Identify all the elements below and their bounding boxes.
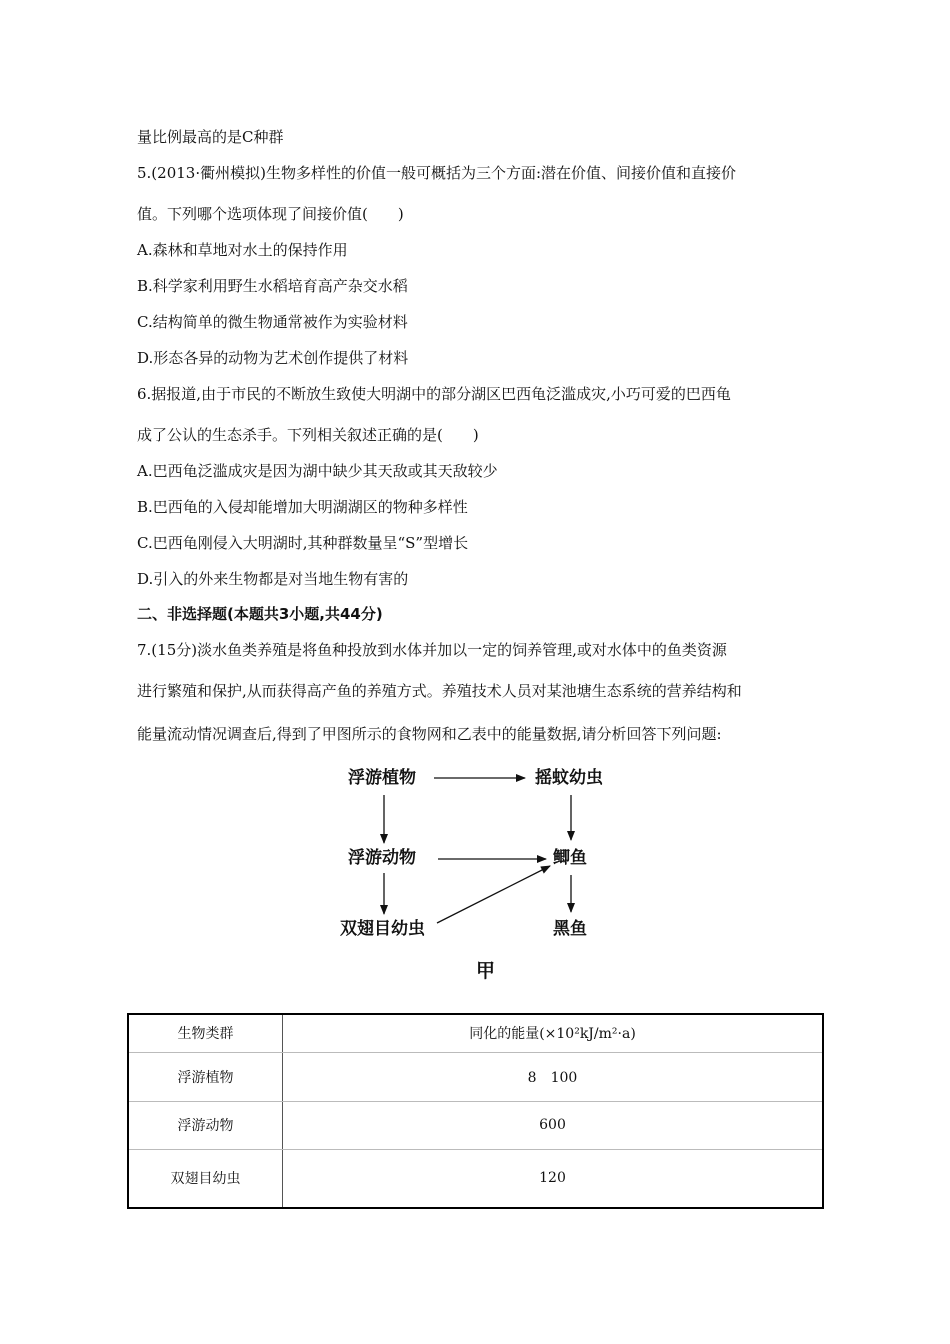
table-row (128, 1052, 823, 1101)
node-snakehead: 黑鱼 (553, 919, 587, 939)
arrow-diptera-to-crucian (437, 866, 550, 923)
table-header-row (128, 1014, 823, 1052)
table-cell: 600 (283, 1101, 824, 1149)
node-phytoplankton: 浮游植物 (348, 768, 416, 788)
question-6-stem-cont: 成了公认的生态杀手。下列相关叙述正确的是( ) (137, 426, 479, 444)
option-5a: A.森林和草地对水土的保持作用 (137, 241, 348, 259)
table-cell: 浮游植物 (128, 1052, 283, 1101)
table-header-cell: 同化的能量(×10²kJ/m²·a) (283, 1014, 824, 1052)
energy-table (127, 1013, 824, 1209)
section-title: 二、非选择题(本题共3小题,共44分) (137, 605, 383, 623)
figure-caption: 甲 (476, 960, 496, 982)
node-crucian: 鲫鱼 (553, 848, 587, 868)
question-5-stem-cont: 值。下列哪个选项体现了间接价值( ) (137, 205, 404, 223)
option-5d: D.形态各异的动物为艺术创作提供了材料 (137, 349, 409, 367)
question-7-stem-cont1: 进行繁殖和保护,从而获得高产鱼的养殖方式。养殖技术人员对某池塘生态系统的营养结构和 (137, 682, 742, 700)
option-6b: B.巴西龟的入侵却能增加大明湖湖区的物种多样性 (137, 498, 468, 516)
node-mosquito-larva: 摇蚊幼虫 (535, 768, 603, 788)
node-diptera-larva: 双翅目幼虫 (340, 919, 425, 939)
question-7-stem: 7.(15分)淡水鱼类养殖是将鱼种投放到水体并加以一定的饲养管理,或对水体中的鱼类资源 (137, 641, 727, 659)
table-row (128, 1101, 823, 1149)
question-5-stem: 5.(2013·衢州模拟)生物多样性的价值一般可概括为三个方面:潜在价值、间接价值和直接价 (137, 164, 737, 182)
option-6c: C.巴西龟刚侵入大明湖时,其种群数量呈“S”型增长 (137, 534, 469, 552)
option-6a: A.巴西龟泛滥成灾是因为湖中缺少其天敌或其天敌较少 (137, 462, 498, 480)
table-cell: 浮游动物 (128, 1101, 283, 1149)
table-cell: 8 100 (283, 1052, 824, 1101)
text-line: 量比例最高的是C种群 (137, 128, 284, 146)
option-5b: B.科学家利用野生水稻培育高产杂交水稻 (137, 277, 408, 295)
question-6-stem: 6.据报道,由于市民的不断放生致使大明湖中的部分湖区巴西龟泛滥成灾,小巧可爱的巴西龟 (137, 385, 731, 403)
option-5c: C.结构简单的微生物通常被作为实验材料 (137, 313, 408, 331)
table-header-cell: 生物类群 (128, 1014, 283, 1052)
question-7-stem-cont2: 能量流动情况调查后,得到了甲图所示的食物网和乙表中的能量数据,请分析回答下列问题: (137, 725, 722, 743)
table-row (128, 1149, 823, 1208)
option-6d: D.引入的外来生物都是对当地生物有害的 (137, 570, 409, 588)
table-cell: 双翅目幼虫 (128, 1149, 283, 1208)
node-zooplankton: 浮游动物 (348, 848, 416, 868)
table-cell: 120 (283, 1149, 824, 1208)
